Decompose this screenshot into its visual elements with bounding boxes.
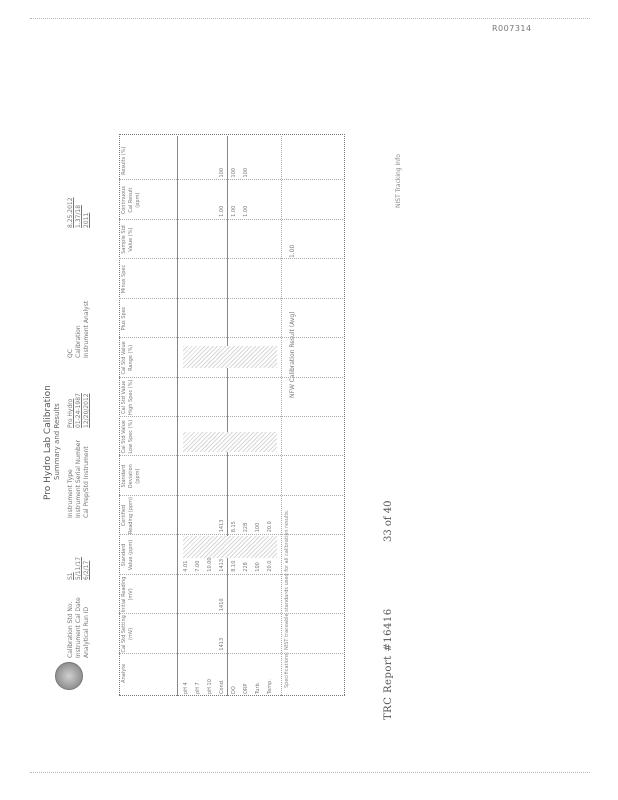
- table-cell: 100: [231, 167, 237, 178]
- row-label: DO: [231, 686, 237, 694]
- column-divider: [119, 574, 343, 575]
- column-divider: [119, 653, 343, 654]
- column-divider: [119, 613, 343, 614]
- column-header: Certified Reading (ppm): [121, 497, 134, 535]
- header-label: Instrument Cal Date: [75, 597, 82, 658]
- table-cell: 228: [243, 522, 249, 533]
- column-header: Analyte: [121, 663, 127, 683]
- table-cell: 1410: [219, 598, 225, 612]
- bottom-dotted-rule: [30, 772, 590, 773]
- column-header: Results (%): [121, 146, 127, 175]
- header-label: QC: [67, 349, 74, 358]
- table-footnote: Specifications: NIST traceable standards used for all calibration results.: [284, 509, 290, 688]
- header-value: S1: [67, 572, 74, 580]
- column-divider: [119, 258, 343, 259]
- table-cell: 100: [219, 167, 225, 178]
- column-header: Standard Value (ppm): [121, 539, 134, 571]
- row-label: pH 7: [195, 682, 201, 694]
- column-header: Sample Std Value (%): [121, 225, 134, 254]
- column-divider: [119, 416, 343, 417]
- column-header: Cal Std Value Low Spec (%): [121, 419, 134, 454]
- header-value: 5/11/17: [75, 556, 82, 580]
- column-header: Initial Reading (mV): [121, 576, 134, 613]
- row-label: ORP: [243, 683, 249, 694]
- column-header: Cal Std Value Range (%): [121, 341, 134, 375]
- header-label: Calibration: [75, 325, 82, 358]
- row-label: Temp.: [267, 679, 273, 694]
- table-cell: 7.00: [195, 560, 201, 572]
- row-label: Cond.: [219, 679, 225, 694]
- header-label: Instrument Serial Number: [75, 440, 82, 518]
- column-divider: [119, 179, 343, 180]
- table-cell: 1.00: [243, 205, 249, 217]
- table-cell: 1413: [219, 558, 225, 572]
- header-value: 01-24-1987: [75, 393, 82, 428]
- header-value: 1.37/18: [75, 204, 82, 228]
- header-value: 2011: [83, 212, 90, 228]
- table-cell: 100: [255, 562, 261, 572]
- header-value: Pro Hydro: [67, 398, 74, 428]
- header-label: Analytical Run ID: [83, 606, 90, 658]
- nfw-value: 1.00: [289, 244, 296, 258]
- column-divider: [119, 377, 343, 378]
- column-header: Continuous Cal Result (ppm): [121, 186, 141, 215]
- shaded-cell-block: [183, 346, 277, 368]
- column-divider: [119, 455, 343, 456]
- rotated-report-sheet: [43, 118, 402, 728]
- row-label: Turb.: [255, 681, 261, 694]
- column-header: Cal Std Value High Spec (%): [121, 379, 134, 416]
- table-cell: 1413: [219, 637, 225, 651]
- document-id: R007314: [492, 24, 532, 33]
- header-label: Cal Prep/Std Instrument: [83, 446, 90, 518]
- report-number: TRC Report #16416: [383, 608, 394, 720]
- table-cell: 228: [243, 562, 249, 572]
- header-label: Calibration Std No.: [67, 601, 74, 658]
- side-note: NIST Tracking Info: [395, 154, 402, 208]
- column-header: Standard Deviation (ppm): [121, 464, 141, 489]
- header-value: 6/2/17: [83, 560, 90, 580]
- column-header: Cal Std Setting (mV): [121, 615, 134, 653]
- column-header: Plus Spec: [121, 306, 127, 331]
- table-cell: 10.00: [207, 557, 213, 572]
- column-divider: [119, 219, 343, 220]
- column-divider: [119, 495, 343, 496]
- table-cell: 20.0: [267, 560, 273, 572]
- header-value: 8.25.2012: [67, 197, 74, 228]
- table-cell: 8.15: [231, 521, 237, 533]
- column-divider: [119, 534, 343, 535]
- shaded-cell-block: [183, 432, 277, 452]
- table-cell: 20.0: [267, 521, 273, 533]
- table-cell: 100: [243, 167, 249, 178]
- table-cell: 100: [255, 522, 261, 533]
- page-counter: 33 of 40: [383, 500, 394, 542]
- table-cell: 1413: [219, 519, 225, 533]
- header-label: Instrument Type: [67, 469, 74, 518]
- column-divider: [119, 337, 343, 338]
- report-subtitle: Summary and Results: [53, 403, 61, 480]
- header-value: 12/20/2012: [83, 393, 90, 428]
- column-divider: [119, 298, 343, 299]
- header-label: Instrument Analyst: [83, 300, 90, 358]
- table-cell: 1.00: [219, 205, 225, 217]
- shaded-cell-block: [183, 536, 277, 558]
- top-dotted-rule: [30, 18, 590, 19]
- column-header: Minus Spec: [121, 264, 127, 294]
- table-cell: 4.01: [183, 560, 189, 572]
- row-label: pH 4: [183, 682, 189, 694]
- table-cell: 1.00: [231, 205, 237, 217]
- table-cell: 8.10: [231, 560, 237, 572]
- row-label: pH 10: [207, 679, 213, 694]
- report-title: Pro Hydro Lab Calibration: [43, 385, 53, 500]
- nfw-label: NFW Calibration Result (Avg): [289, 311, 296, 398]
- company-seal-logo: [55, 662, 83, 690]
